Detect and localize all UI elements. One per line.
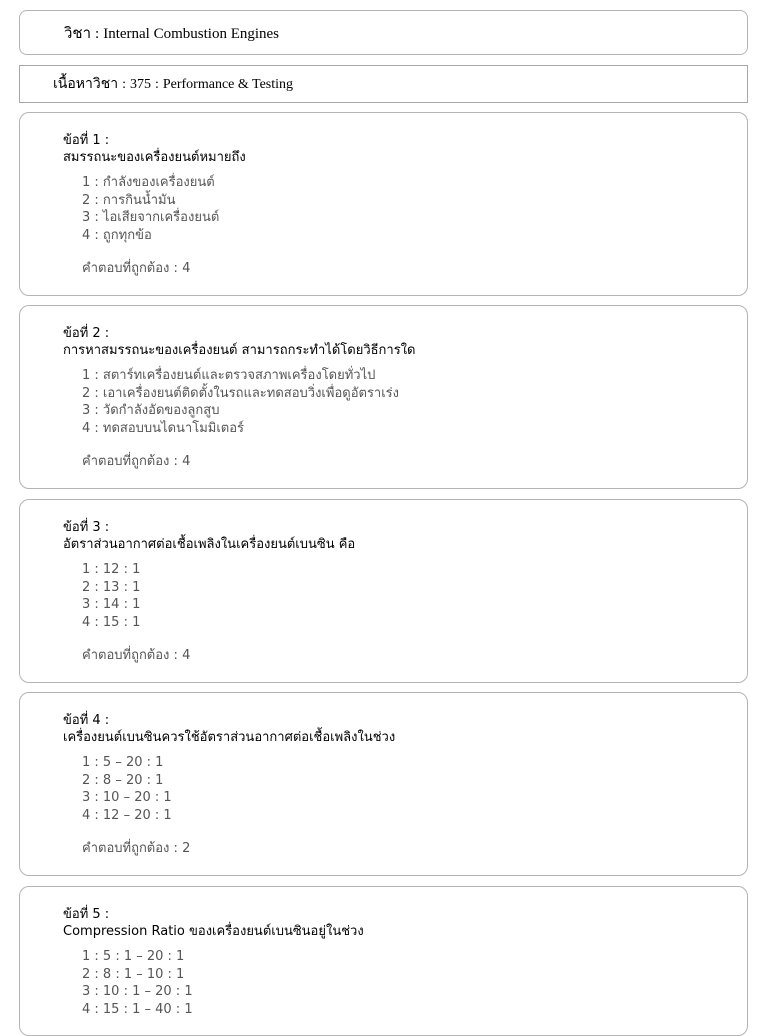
choice-item: 2 : 8 – 20 : 1 [82,772,164,788]
content-colon-2: : [154,77,159,92]
choice-item: 3 : ไอเสียจากเครื่องยนต์ [82,210,220,225]
answer-value: 4 [182,261,191,276]
subject-label: วิชา [64,26,92,42]
choice-item: 4 : 12 – 20 : 1 [82,807,172,823]
question-number: ข้อที่ 5 : [63,907,110,922]
question-number: ข้อที่ 2 : [63,326,110,341]
subject-value: Internal Combustion Engines [103,26,280,42]
content-label: เนื้อหาวิชา [53,77,119,92]
answer-value: 4 [182,454,191,469]
answer-label: คำตอบที่ถูกต้อง : [82,454,178,469]
choice-list [82,174,219,244]
choice-list [82,367,399,437]
choice-item: 2 : 13 : 1 [82,579,141,595]
question-text: การหาสมรรถนะของเครื่องยนต์ สามารถกระทำได้โดยวิธีการใด [63,343,416,358]
choice-item: 2 : การกินน้ำมัน [82,192,176,208]
choice-item: 1 : สตาร์ทเครื่องยนต์และตรวจสภาพเครื่องโดยทั่วไป [82,368,376,383]
choice-item: 2 : 8 : 1 – 10 : 1 [82,966,185,982]
question-text: อัตราส่วนอากาศต่อเชื้อเพลิงในเครื่องยนต์เบนซิน คือ [63,537,356,552]
content-colon: : [122,77,126,92]
choice-item: 3 : วัดกำลังอัดของลูกสูบ [82,403,220,418]
question-card-2 [19,305,748,489]
choice-item: 2 : เอาเครื่องยนต์ติดตั้งในรถและทดสอบวิ่งเพื่อดูอัตราเร่ง [82,385,400,401]
correct-answer [82,647,190,664]
content-code: 375 [129,77,151,92]
content-header [19,65,748,103]
choice-item: 1 : 5 – 20 : 1 [82,755,164,770]
choice-item: 1 : 12 : 1 [82,562,141,577]
question-number: ข้อที่ 1 : [63,133,110,148]
question-text: สมรรถนะของเครื่องยนต์หมายถึง [63,150,246,165]
content-line [53,75,293,95]
choice-item: 3 : 14 : 1 [82,597,141,612]
choice-item: 4 : ถูกทุกข้อ [82,227,152,243]
choice-item: 3 : 10 : 1 – 20 : 1 [82,984,193,999]
question-number: ข้อที่ 4 : [63,713,110,728]
choice-item: 4 : ทดสอบบนไดนาโมมิเตอร์ [82,420,245,436]
question-text: Compression Ratio ของเครื่องยนต์เบนซินอยู่ในช่วง [63,924,364,939]
choice-item: 3 : 10 – 20 : 1 [82,790,172,805]
answer-label: คำตอบที่ถูกต้อง : [82,648,178,663]
choice-item: 4 : 15 : 1 [82,614,141,630]
choice-item: 1 : 5 : 1 – 20 : 1 [82,949,185,964]
choice-item: 1 : กำลังของเครื่องยนต์ [82,175,215,190]
answer-value: 4 [182,648,191,663]
content-value: Performance & Testing [162,77,294,92]
correct-answer [82,260,190,277]
answer-label: คำตอบที่ถูกต้อง : [82,841,178,856]
answer-value: 2 [182,841,191,856]
correct-answer [82,453,190,470]
question-card-4 [19,692,748,876]
question-text: เครื่องยนต์เบนซินควรใช้อัตราส่วนอากาศต่อเชื้อเพลิงในช่วง [63,730,396,745]
choice-item: 4 : 15 : 1 – 40 : 1 [82,1001,193,1017]
subject-colon: : [95,26,100,42]
subject-header [19,10,748,55]
question-number: ข้อที่ 3 : [63,520,110,535]
subject-line [64,24,279,44]
correct-answer [82,840,190,857]
answer-label: คำตอบที่ถูกต้อง : [82,261,178,276]
question-card-3 [19,499,748,683]
choice-list [82,948,193,1018]
choice-list [82,561,140,631]
question-card-1 [19,112,748,296]
choice-list [82,754,172,824]
question-card-5 [19,886,748,1036]
